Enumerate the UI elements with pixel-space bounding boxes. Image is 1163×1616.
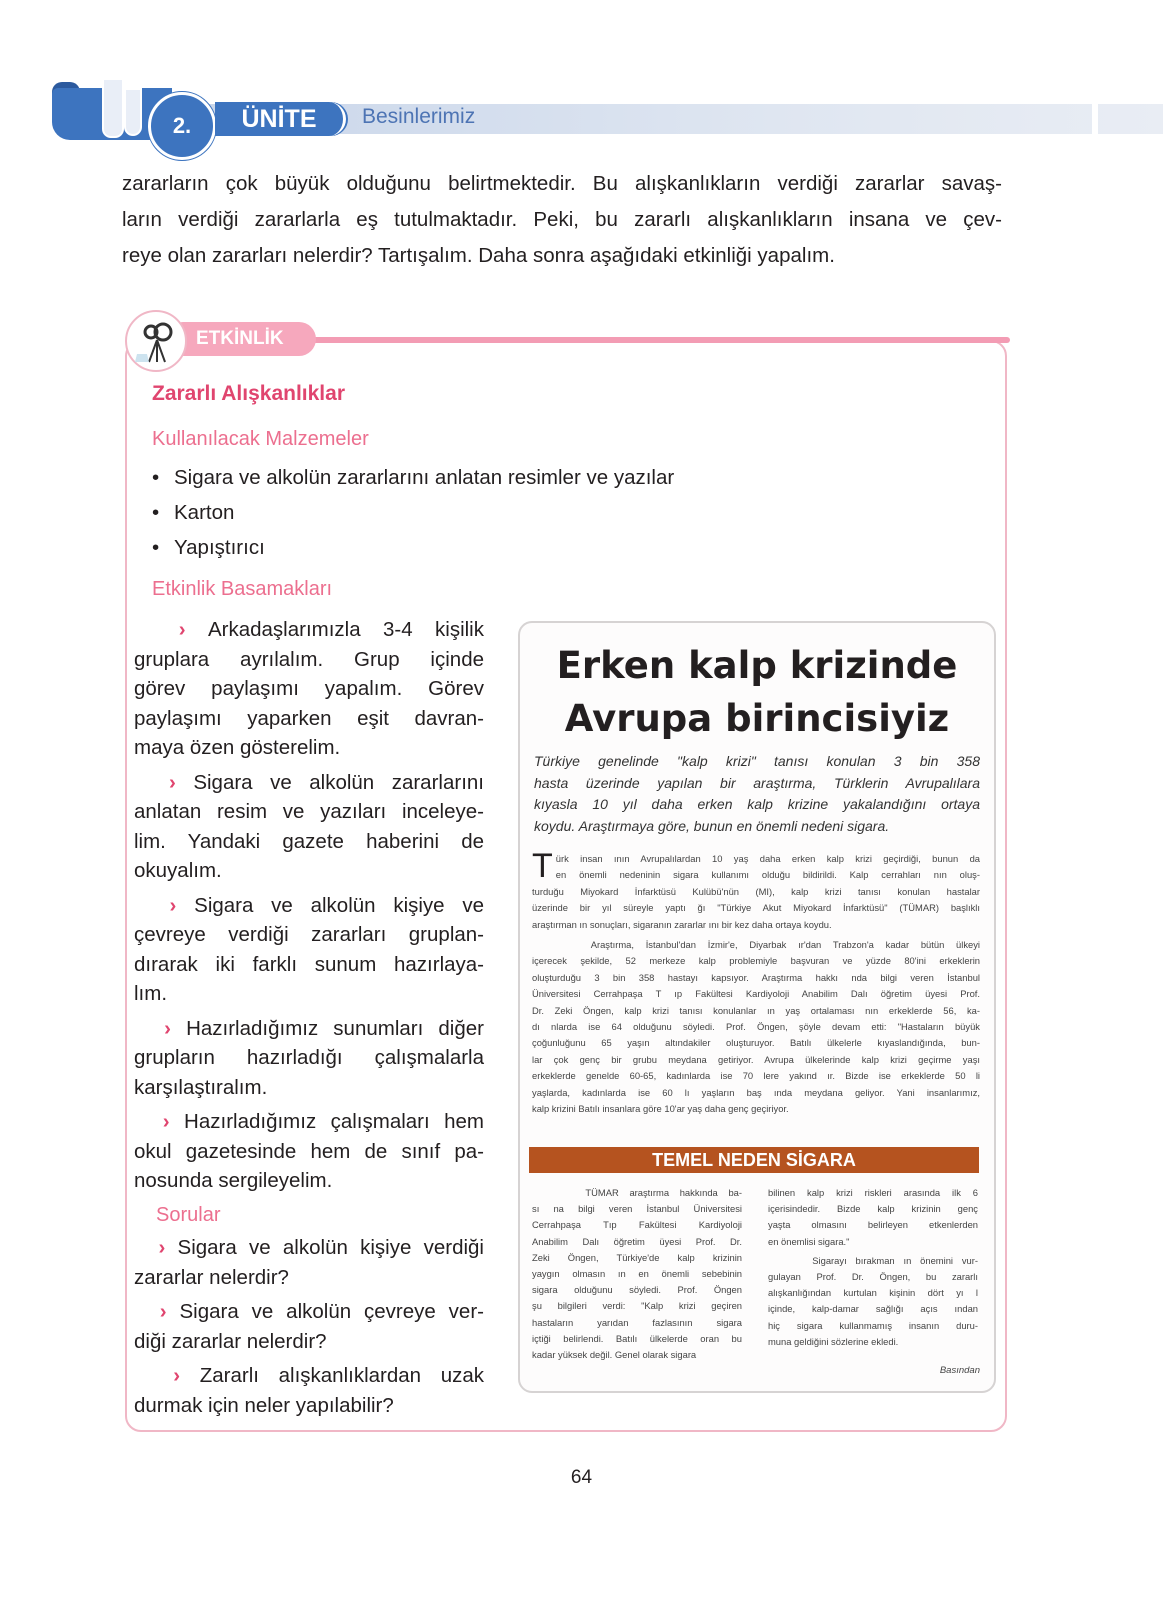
text-line: karşılaştıralım.	[134, 1075, 268, 1099]
arrow-bullet-icon: ›	[134, 618, 208, 641]
text-line: yaşta olmasını belirleyen etkenlerden	[768, 1219, 978, 1231]
activity-title: Zararlı Alışkanlıklar	[152, 382, 345, 405]
text-line: şu bilgileri verdi: "Kalp krizi geçiren	[532, 1300, 742, 1312]
paragraph	[134, 1297, 484, 1356]
news-body	[532, 847, 980, 1122]
text-line: sı na bilgi veren İstanbul Üniversitesi	[532, 1203, 742, 1215]
paragraph	[134, 1361, 484, 1420]
text-line: TÜMAR araştırma hakkında ba-	[532, 1187, 742, 1198]
text-line: Cerrahpaşa Tıp Fakültesi Kardiyoloji	[532, 1219, 742, 1231]
text-line: Sigarayı bırakman ın önemini vur-	[768, 1254, 978, 1266]
text-line: zararlar nelerdir?	[134, 1265, 289, 1289]
text-line: durmak için neler yapılabilir?	[134, 1393, 394, 1417]
questions-list	[134, 1233, 484, 1420]
paragraph	[532, 847, 980, 933]
text-line: kıyasla 10 yıl daha erken kalp krizine yakalandığını ortaya	[534, 796, 980, 812]
news-source: Basından	[939, 1365, 980, 1376]
text-line: araştırman ın sonuçları, sigaranın zararlar ını bir kez daha ortaya koydu.	[532, 918, 832, 930]
text-line: lim. Yandaki gazete haberini de	[134, 829, 484, 853]
text-line: › Sigara ve alkolün kişiye ve	[134, 893, 484, 917]
arrow-bullet-icon: ›	[134, 1300, 180, 1323]
intro-paragraph	[122, 166, 1002, 274]
text-line: çevreye verdiği zararları gruplan-	[134, 923, 484, 946]
arrow-bullet-icon: ›	[134, 1016, 187, 1040]
text-line: ürk insan ının Avrupalılardan 10 yaş daha erken kalp krizi geçirdiği, bunun da	[555, 853, 980, 864]
paragraph	[532, 937, 980, 1117]
page-number: 64	[570, 1467, 593, 1488]
text-line: çoğunluğunu 65 yaşın altındakiler oluşturuyor. Batılı ülkelerle kıyaslandığında, bun-	[532, 1037, 980, 1049]
arrow-bullet-icon: ›	[134, 1236, 178, 1259]
text-line: en önemlisi sigara."	[768, 1235, 850, 1247]
arrow-bullet-icon: ›	[134, 1364, 200, 1387]
paragraph	[134, 615, 484, 763]
text-line: içerecek şekilde, 52 merkeze kalp problemiyle başvuran ve yüzde 80'ini erkeklerin	[532, 955, 980, 967]
text-line: alışkanlığından kurtulan kişinin dört yı l	[768, 1287, 978, 1299]
news-column-2	[768, 1185, 978, 1353]
text-line: ların verdiği zararlarla eş tutulmaktadır. Peki, bu zararlı alışkanlıkların insana ve çev-	[122, 208, 1002, 231]
text-line: gruplara ayrılalım. Grup içinde	[134, 647, 484, 671]
text-line: Dr. Zeki Öngen, kalp krizi tanısı konulanlar ın yaş ortalaması nın erkeklerde 56, ka-	[532, 1004, 980, 1016]
text-line: kadar yüksek değil. Genel olarak sigara	[532, 1349, 697, 1361]
text-line: hasta üzerinde yapılan bir araştırma, Türklerin Avrupalılara	[534, 774, 980, 791]
text-line: muna geldiğini sözlerine ekledi.	[768, 1335, 899, 1347]
steps-and-questions	[134, 615, 484, 1425]
text-line: turduğu Miyokard İnfarktüsü Kulübü'nün (MI), kalp krizi tanısı konulan hastalar	[532, 885, 980, 897]
text-line: kalp krizini Batılı insanlara göre 10'ar yaş daha genç geçiriyor.	[532, 1103, 789, 1115]
text-line: oluşturduğu 3 bin 358 hastayı kapsıyor. Araştırma hakkı nda bilgi veren İstanbul	[532, 971, 980, 983]
text-line: › Zararlı alışkanlıklardan uzak	[134, 1364, 484, 1387]
text-line: hiç sigara kullanmamış insanın duru-	[768, 1319, 978, 1331]
unit-title: Besinlerimiz	[362, 105, 476, 128]
materials-list	[152, 460, 674, 565]
paragraph	[134, 1107, 484, 1196]
text-line: › Sigara ve alkolün çevreye ver-	[134, 1300, 484, 1323]
text-line: erkeklerde genelde 60-65, kadınlarda ise 70 lere yakınd ır. Bizde ise erkeklerde 50 li	[532, 1070, 980, 1082]
text-line: paylaşımı yaparken eşit davran-	[134, 706, 484, 730]
text-line: Üniversitesi Cerrahpaşa T ıp Fakültesi Kardiyoloji Anabilim Dalı öğretim üyesi Prof.	[532, 988, 980, 1000]
text-line: en önemli nedeninin sigara kullanımı olduğu bildirildi. Kalp cerrahları nın oluş-	[555, 869, 980, 881]
paragraph	[768, 1185, 978, 1250]
paragraph	[134, 1014, 484, 1103]
activity-badge: ETKİNLİK	[166, 322, 316, 356]
arrow-bullet-icon: ›	[134, 893, 195, 917]
text-line: bilinen kalp krizi riskleri arasında ilk 6	[768, 1187, 978, 1198]
paragraph	[122, 166, 1002, 274]
text-line: dırarak iki farklı sunum hazırlaya-	[134, 952, 484, 976]
arrow-bullet-icon: ›	[134, 1110, 185, 1133]
questions-heading: Sorular	[156, 1203, 221, 1226]
text-line: › Arkadaşlarımızla 3-4 kişilik	[134, 618, 484, 641]
unit-number: 2.	[148, 92, 216, 160]
paragraph	[134, 891, 484, 1009]
activity-divider	[300, 337, 1010, 343]
material-item: • Karton	[152, 501, 235, 524]
text-line: › Sigara ve alkolün zararlarını	[134, 770, 484, 794]
text-line: Türkiye genelinde "kalp krizi" tanısı konulan 3 bin 358	[534, 753, 980, 769]
text-line: lar çok genç bir grubu meydana getiriyor. Avrupa ülkelerinde kalp krizi geçirme yaşı	[532, 1053, 980, 1065]
text-line: üzerinde bir yıl süreyle yaptı ğı "Türkiye Akut Miyokard İnfarktüsü" (TÜMAR) başlıklı	[532, 902, 980, 914]
text-line: okuyalım.	[134, 859, 222, 882]
text-line: yaygın olmasın ın en önemli sebebinin	[532, 1268, 742, 1280]
text-line: nosunda sergileyelim.	[134, 1169, 333, 1192]
text-line: anlatan resim ve yazıları inceleye-	[134, 800, 484, 823]
text-line: içerisindedir. Bizde kalp krizinin genç	[768, 1203, 978, 1215]
arrow-bullet-icon: ›	[134, 770, 194, 794]
text-line: koydu. Araştırmaya göre, bunun en önemli nedeni sigara.	[534, 817, 890, 834]
paragraph	[134, 768, 484, 886]
text-line: reye olan zararları nelerdir? Tartışalım. Daha sonra aşağıdaki etkinliği yapalım.	[122, 244, 835, 267]
newspaper-clipping	[518, 621, 996, 1393]
unit-label: ÜNİTE	[215, 102, 346, 136]
text-line: içinde, kalp-damar sağlığı açıs ından	[768, 1303, 978, 1315]
paragraph	[534, 751, 980, 837]
text-line: › Sigara ve alkolün kişiye verdiği	[134, 1236, 484, 1259]
paragraph	[134, 1233, 484, 1292]
text-line: grupların hazırladığı çalışmalarla	[134, 1046, 484, 1069]
telescope-icon	[125, 310, 187, 372]
text-line: lım.	[134, 982, 168, 1005]
text-line: Anabilim Dalı öğretim üyesi Prof. Dr.	[532, 1235, 742, 1247]
text-line: sigara olduğunu söyledi. Prof. Öngen	[532, 1284, 742, 1296]
material-item: • Sigara ve alkolün zararlarını anlatan resimler ve yazılar	[152, 466, 675, 489]
text-line: içtiği belirlendi. Batılı ülkelerde oran bu	[532, 1332, 742, 1344]
text-line: › Hazırladığımız sunumları diğer	[134, 1016, 484, 1040]
text-line: okul gazetesinde hem de sınıf pa-	[134, 1139, 484, 1163]
text-line: yaşlarda, kadınlarda ise 60 lı yaşların baş ında meydana geliyor. Yani insanlarımız,	[532, 1086, 980, 1098]
drop-cap: T	[532, 847, 553, 885]
steps-list	[134, 615, 484, 1196]
text-line: zararların çok büyük olduğunu belirtmektedir. Bu alışkanlıkların verdiği zararlar savaş-	[122, 172, 1002, 195]
text-line: maya özen gösterelim.	[134, 736, 341, 759]
text-line: hastaların yarıdan fazlasının sigara	[532, 1316, 742, 1328]
news-headline: Erken kalp krizinde Avrupa birincisiyiz	[556, 644, 958, 740]
material-item: • Yapıştırıcı	[152, 536, 265, 559]
text-line: › Hazırladığımız çalışmaları hem	[134, 1110, 484, 1133]
text-line: Zeki Öngen, Türkiye'de kalp krizinin	[532, 1251, 742, 1263]
news-column-1	[532, 1185, 742, 1366]
text-line: dı nlarda ise 64 olduğunu söyledi. Prof. Öngen, şöyle devam etti: "Hastaların büyük	[532, 1021, 980, 1033]
text-line: görev paylaşımı yapalım. Görev	[134, 677, 484, 700]
text-line: diği zararlar nelerdir?	[134, 1329, 327, 1353]
text-line: gulayan Prof. Dr. Öngen, bu zararlı	[768, 1271, 978, 1283]
paragraph	[532, 1185, 742, 1363]
news-subheading: TEMEL NEDEN SİGARA	[529, 1147, 979, 1173]
steps-heading: Etkinlik Basamakları	[152, 578, 333, 600]
paragraph	[768, 1253, 978, 1350]
materials-heading: Kullanılacak Malzemeler	[152, 428, 369, 450]
text-line: Araştırma, İstanbul'dan İzmir'e, Diyarbak ır'dan Trabzon'a kadar bütün ülkeyi	[532, 939, 980, 951]
news-lead	[534, 751, 980, 837]
